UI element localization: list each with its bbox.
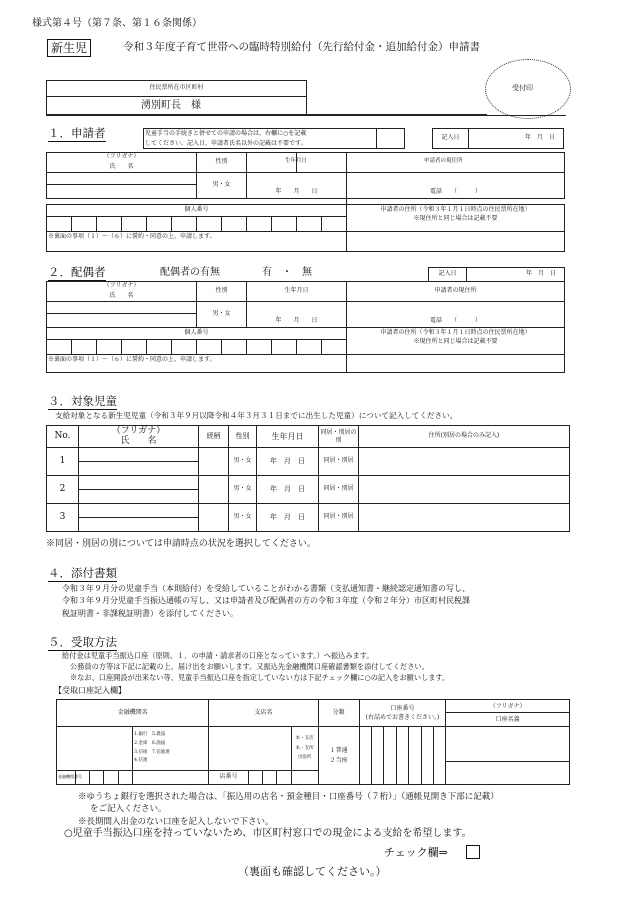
cash-option-text: ○児童手当振込口座を持っていないため、市区町村窓口での現金による支給を希望します。	[64, 828, 472, 839]
reception-stamp-label: 受付印	[512, 84, 533, 92]
s2-date-label: 記入日	[429, 268, 467, 282]
s1-mynumber-label: 個人番号	[47, 205, 347, 217]
s1-date-label: 記入日	[433, 129, 469, 149]
doc-title: 令和３年度子育て世帯への臨時特別給付（先行給付金・追加給付金）申請書	[123, 41, 480, 53]
s3-dob-header: 生年月日	[257, 426, 319, 448]
s3-note: ※同居・別居の別については申請時点の状況を選択してください。	[46, 539, 316, 549]
s1-digit-boxes	[47, 217, 346, 231]
s2-spouse-question: 配偶者の有無	[160, 267, 220, 278]
doc-type-box: 新生児	[47, 39, 91, 57]
s1-addr2-field[interactable]	[347, 232, 565, 252]
branch-no-digit-3[interactable]	[277, 771, 291, 785]
form-number: 様式第４号（第７条、第１６条関係）	[32, 18, 202, 29]
s1-date-field[interactable]: 年 月 日	[469, 129, 564, 149]
s2-sex-field[interactable]: 男・女	[197, 302, 247, 328]
residence-label: 住民票所在市区町村	[47, 81, 307, 97]
s3-row-2-no: 2	[47, 476, 79, 504]
s2-spouse-table	[46, 281, 565, 328]
s1-note: 児童手当の手続きと併せての申請の場合は、右欄に○を記載 してください。記入日、申請者氏名以外の記載は不要です。	[144, 129, 377, 149]
acct-digit-6[interactable]	[421, 727, 433, 785]
s2-dob-label: 生年月日	[247, 282, 347, 302]
s1-pledge: ※裏面の事項（１）～（６）に誓約・同意の上、申請します。	[47, 232, 347, 252]
s2-mynumber-label: 個人番号	[47, 328, 347, 340]
s3-row-2-relation[interactable]	[199, 476, 229, 504]
s4-line-1: 令和３年９月分の児童手当（本則給付）を受給していることがわかる書類（支払通知書・継続認定通知書の写し、	[62, 584, 470, 593]
acct-name-field[interactable]	[446, 727, 570, 785]
mayor-box	[46, 80, 487, 115]
s5-note-3: ※長期間入出金のない口座を記入しないで下さい。	[78, 816, 274, 827]
account-table	[56, 699, 570, 785]
s3-row-2-furigana[interactable]	[79, 476, 199, 490]
cash-option-checkbox[interactable]	[466, 845, 480, 859]
s2-spouse-answer[interactable]: 有 ・ 無	[262, 267, 312, 278]
s1-addr-label: 申請者の現住所	[424, 158, 463, 164]
s3-row-2-dob[interactable]: 年 月 日	[257, 476, 319, 504]
kind-label: 分類	[318, 700, 359, 727]
s3-row-3-name[interactable]	[79, 518, 199, 532]
s2-furigana-label: （フリガナ）	[47, 282, 197, 292]
s2-addr-label: 申請者の現住所	[347, 282, 565, 302]
s2-mynumber-field[interactable]	[47, 340, 347, 355]
s3-children-table	[46, 425, 570, 532]
s3-row-1-live[interactable]: 同居・別居	[319, 448, 359, 476]
s3-no-header: No.	[47, 426, 79, 448]
s2-name-label: 氏 名	[47, 292, 197, 302]
s3-relation-header: 続柄	[199, 426, 229, 448]
s3-row-1-name[interactable]	[79, 462, 199, 476]
s5-line-2: 公務員の方等は下記に記載の上、届け出をお願いします。又振込先金融機関口座確認書類を添付してください。	[70, 661, 429, 671]
branch-type-options[interactable]: 本・支店 本・支所 出張所	[291, 727, 318, 771]
bank-code-digit-2[interactable]	[89, 771, 103, 785]
branch-no-digit-2[interactable]	[262, 771, 276, 785]
bank-code-digit-3[interactable]	[104, 771, 118, 785]
s3-sex-header: 性別	[229, 426, 257, 448]
s1-tel-field[interactable]: 電話 （ ）	[347, 173, 565, 199]
acct-digit-4[interactable]	[396, 727, 408, 785]
s4-body	[62, 583, 470, 620]
s2-tel-field[interactable]: 電話 （ ）	[347, 302, 565, 328]
s2-sex-label: 性別	[197, 282, 247, 302]
s5-line-3: ※なお、口座開設が出来ない等、児童手当振込口座を指定していない方は下記チェック欄に○の記入をお願いします。	[70, 672, 450, 682]
s3-row-3-no: 3	[47, 504, 79, 532]
branch-name-label: 支店名	[209, 700, 318, 727]
account-heading: 【受取口座記入欄】	[54, 686, 126, 695]
s3-row-1-relation[interactable]	[199, 448, 229, 476]
s3-row-1-sex[interactable]: 男・女	[229, 448, 257, 476]
s5-notes	[68, 791, 499, 828]
s5-line-1: 給付金は児童手当振込口座（原則、１．の申請・請求者の口座となっています。）へ振込みます。	[62, 651, 374, 660]
s3-row-3-addr[interactable]	[359, 504, 570, 532]
s3-addr-header: 住所(別居の場合のみ記入)	[359, 426, 570, 448]
acct-digit-7[interactable]	[433, 727, 445, 785]
s3-row-1-addr[interactable]	[359, 448, 570, 476]
s1-name-label: 氏 名	[47, 163, 197, 173]
s3-row-1-no: 1	[47, 448, 79, 476]
s5-body	[62, 651, 449, 683]
s3-row-1-dob[interactable]: 年 月 日	[257, 448, 319, 476]
s2-mynumber-table	[46, 327, 565, 373]
s5-title: ５．受取方法	[48, 635, 117, 649]
s3-row-2-live[interactable]: 同居・別居	[319, 476, 359, 504]
s3-row-3-dob[interactable]: 年 月 日	[257, 504, 319, 532]
s3-name-header: （フリガナ） 氏 名	[79, 426, 199, 448]
bank-type-options[interactable]: 1.銀行 5.農協 2.金庫 6.漁協 3.信組 7.信漁連 4.信連	[133, 727, 209, 771]
bank-name-label: 金融機関名	[57, 700, 209, 727]
branch-no-digit-1[interactable]	[248, 771, 262, 785]
s1-furigana-label: （フリガナ）	[47, 153, 197, 163]
s2-furigana-field[interactable]	[47, 302, 197, 314]
bank-code-digit-4[interactable]	[118, 771, 132, 785]
branch-no-spacer	[291, 771, 318, 785]
s3-row-2-addr[interactable]	[359, 476, 570, 504]
acct-no-label: 口座番号 (右詰めでお書きください。)	[359, 700, 446, 727]
s1-mynumber-field[interactable]	[47, 217, 347, 232]
bank-code-label: 金融機関番号	[57, 771, 76, 785]
kind-options[interactable]: １普通 ２当座	[318, 727, 359, 785]
s2-addr2-field[interactable]	[347, 355, 565, 373]
s3-row-3-furigana[interactable]	[79, 504, 199, 518]
s1-mynumber-table	[46, 204, 565, 252]
acct-digit-5[interactable]	[409, 727, 421, 785]
s2-digit-boxes	[47, 340, 346, 354]
s2-date-table	[428, 267, 565, 282]
s3-row-3-relation[interactable]	[199, 504, 229, 532]
s1-notice-table	[143, 128, 564, 149]
s2-dob-field[interactable]: 年 月 日	[247, 302, 347, 328]
s1-name-field[interactable]	[47, 185, 197, 199]
s3-row-2-sex[interactable]: 男・女	[229, 476, 257, 504]
divider	[46, 115, 566, 116]
s1-divider-2	[346, 152, 347, 204]
s1-dob-label: 生年月日	[285, 158, 308, 164]
s1-sex-field[interactable]: 男・女	[197, 173, 247, 199]
acct-digit-3[interactable]	[384, 727, 396, 785]
s2-title: ２．配偶者	[48, 265, 106, 279]
s2-addr2-label: 申請者の住所（令和３年１月１日時点の住民票所在地） ※現住所と同じ場合は記載不要	[347, 328, 565, 355]
s2-pledge: ※裏面の事項（１）～（６）に誓約・同意の上、申請します。	[47, 355, 347, 373]
s5-note-2: をご記入ください。	[90, 804, 167, 815]
branch-no-label: 店番号	[209, 771, 248, 785]
s3-row-3-sex[interactable]: 男・女	[229, 504, 257, 532]
acct-digit-2[interactable]	[372, 727, 384, 785]
s4-line-3: 税証明書・非課税証明書）を添付してください。	[62, 608, 238, 618]
back-page-note: （裏面も確認してください。）	[238, 865, 387, 878]
s3-row-2-name[interactable]	[79, 490, 199, 504]
s4-title: ４．添付書類	[48, 566, 117, 580]
mayor-name: 湧別町長 様	[47, 97, 307, 115]
acct-digit-1[interactable]	[359, 727, 371, 785]
s3-desc: 支給対象となる新生児児童（令和３年９月以降令和４年３月３１日までに出生した児童）について記入してください。	[55, 411, 458, 420]
acct-name-label: （フリガナ） 口座名義	[446, 700, 570, 727]
s3-row-1-furigana[interactable]	[79, 448, 199, 462]
s1-furigana-field[interactable]	[47, 173, 197, 185]
s1-sex-label: 性別	[197, 153, 247, 173]
s5-note-1: ※ゆうちょ銀行を選択された場合は、「振込用の店名・預金種目・口座番号（７桁）」（通帳見開き下部に記載）	[78, 792, 499, 802]
s2-date-field[interactable]: 年 月 日	[467, 268, 565, 282]
s1-title: １．申請者	[48, 126, 106, 140]
s1-addr2-label: 申請者の住所（令和３年１月１日時点の住民票所在地） ※現住所と同じ場合は記載不要	[347, 205, 565, 232]
s1-divider	[296, 152, 297, 172]
check-label: チェック欄⇒	[384, 846, 448, 859]
s1-circle-field[interactable]	[377, 129, 405, 149]
s3-title: ３．対象児童	[48, 394, 117, 408]
s3-live-header: 同居・別居の別	[319, 426, 359, 448]
bank-code-spacer	[133, 771, 209, 785]
branch-name-field[interactable]	[209, 727, 291, 771]
s4-line-2: 令和３年９月分児童手当振込通帳の写し、又は申請者及び配偶者の方の令和３年度（令和２年分）市区町村民税課	[62, 596, 470, 606]
s1-dob-field[interactable]: 年 月 日	[247, 173, 347, 199]
bank-name-field[interactable]	[57, 727, 133, 771]
s2-name-field[interactable]	[47, 314, 197, 328]
s3-row-3-live[interactable]: 同居・別居	[319, 504, 359, 532]
